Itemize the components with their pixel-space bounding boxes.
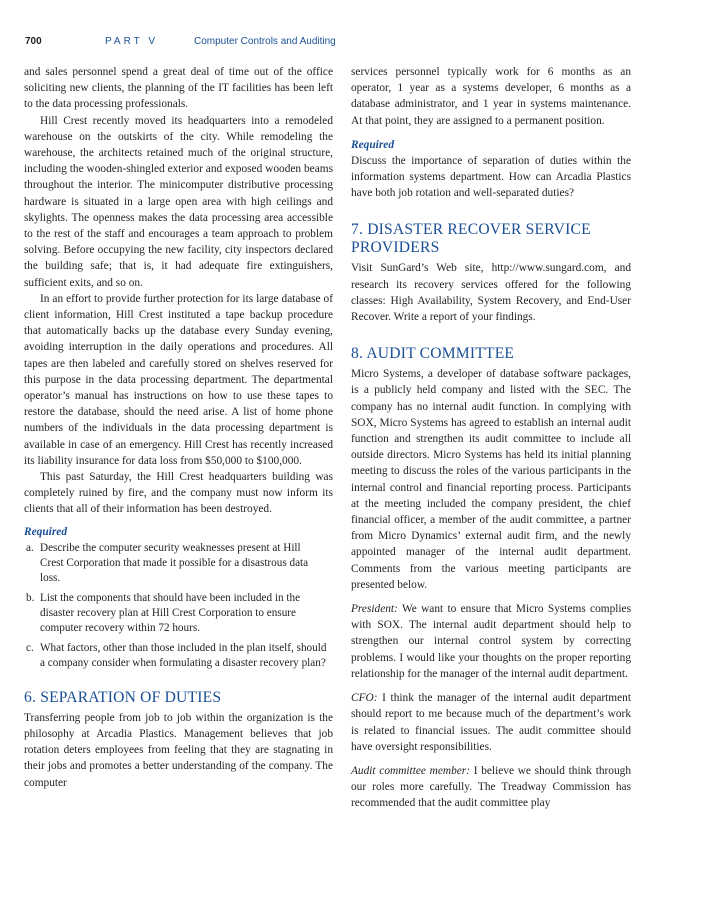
chapter-title: Computer Controls and Auditing bbox=[194, 36, 336, 47]
body-paragraph: Micro Systems, a developer of database software packages, is a publicly held company and listed with the SEC. The company has no internal audit function. In complying with SOX, Micro Systems has agreed to establish an internal audit function and strengthen its audit committee to include all outside directors. Micro Systems has held its initial planning meeting to discuss the roles of the various participants in the internal control and financial reporting process. Participants at the meeting included the company president, the chief financial officer, a member of the audit committee, a partner from Micro Dynamics’ external audit firm, and the newly appointed manager of the internal audit department. Comments from the various meeting participants are presented below. bbox=[351, 368, 631, 591]
speaker-label: CFO: bbox=[351, 692, 378, 705]
running-header bbox=[21, 32, 701, 48]
part-label: PART V bbox=[105, 36, 159, 47]
right-column bbox=[351, 64, 631, 812]
comment-paragraph: Audit committee member: I believe we should think through our roles more carefully. The Treadway Commission has recommended that the audit committee play bbox=[351, 764, 631, 810]
body-paragraph: Visit SunGard’s Web site, http://www.sungard.com, and research its recovery services offered for the following classes: High Availability, System Recovery, and End-User Recover. Write a report of your findings. bbox=[351, 262, 631, 324]
body-paragraph: Hill Crest recently moved its headquarters into a remodeled warehouse on the outskirts of the city. While remodeling the warehouse, the architects retained much of the original structure, including the wooden-shingled exterior and exposed wooden beams throughout the interior. The minicomputer distributive processing hardware is situated in a large open area with high ceilings and skylights. The openness makes the data processing area accessible to the rest of the staff and encourages a team approach to problem solving. Before occupying the new facility, city inspectors declared the building safe; that is, it had adequate fire extinguishers, sufficient exits, and so on. bbox=[24, 114, 333, 289]
section-heading: 7. DISASTER RECOVER SERVICE PROVIDERS bbox=[351, 221, 591, 257]
question-item: a. Describe the computer security weaknesses present at Hill Crest Corporation that made it possible for a disastrous data loss. bbox=[26, 541, 309, 584]
left-column bbox=[24, 64, 333, 791]
page-number: 700 bbox=[25, 36, 42, 47]
body-paragraph: Discuss the importance of separation of duties within the information systems department. How can Arcadia Plastics have both job rotation and well-separated duties? bbox=[351, 154, 631, 200]
body-paragraph: services personnel typically work for 6 months as an operator, 1 year as a systems developer, 6 months as a database administrator, and 1 year in systems maintenance. At that point, they are assigned to a permanent position. bbox=[351, 66, 631, 127]
section-heading: 6. SEPARATION OF DUTIES bbox=[24, 688, 222, 706]
section-heading: 8. AUDIT COMMITTEE bbox=[351, 345, 515, 363]
required-label: Required bbox=[351, 138, 395, 151]
speaker-label: President: bbox=[351, 603, 398, 616]
body-paragraph: Transferring people from job to job within the organization is the philosophy at Arcadia Plastics. Management believes that job rotation deters employees from feeling that they are stagnating in their jobs and promotes a better understanding of the company. The computer bbox=[24, 711, 333, 789]
body-paragraph: In an effort to provide further protection for its large database of client information, Hill Crest instituted a tape backup procedure that automatically backs up the database every Sunday evening, avoiding interruption in the daily operations and procedures. All tapes are then labeled and carefully stored on shelves reserved for this purpose in the data processing department. The departmental operator’s manual has instructions on how to use these tapes to restore the database, should the need arise. A list of home phone numbers of the individuals in the data processing department is available in case of an emergency. Hill Crest has recently increased its liability insurance for data loss from $50,000 to $100,000. bbox=[24, 292, 333, 467]
body-paragraph: This past Saturday, the Hill Crest headquarters building was completely ruined by fire, and the company must now inform its clients that all of their information has been destroyed. bbox=[24, 471, 333, 516]
comment-paragraph: President: We want to ensure that Micro Systems complies with SOX. The internal audit department should help to strengthen our internal control system by correcting problems. I would like your thoughts on the proper reporting relationship for the manager of the internal audit department. bbox=[351, 603, 632, 680]
question-item: b. List the components that should have been included in the disaster recovery plan at Hill Crest Corporation to ensure computer recovery within 72 hours. bbox=[26, 591, 301, 634]
speaker-label: Audit committee member: bbox=[351, 764, 470, 777]
question-item: c. What factors, other than those included in the plan itself, should a company consider when formulating a disaster recovery plan? bbox=[26, 641, 327, 669]
comment-paragraph: CFO: I think the manager of the internal audit department should report to me because much of the department’s work is related to financial issues. The audit committee should have oversight responsibilities. bbox=[351, 692, 631, 753]
body-paragraph: and sales personnel spend a great deal of time out of the office soliciting new clients, the planning of the IT facilities has been left to the data processing professionals. bbox=[24, 66, 333, 111]
required-label: Required bbox=[24, 525, 68, 538]
question-list bbox=[24, 541, 333, 671]
